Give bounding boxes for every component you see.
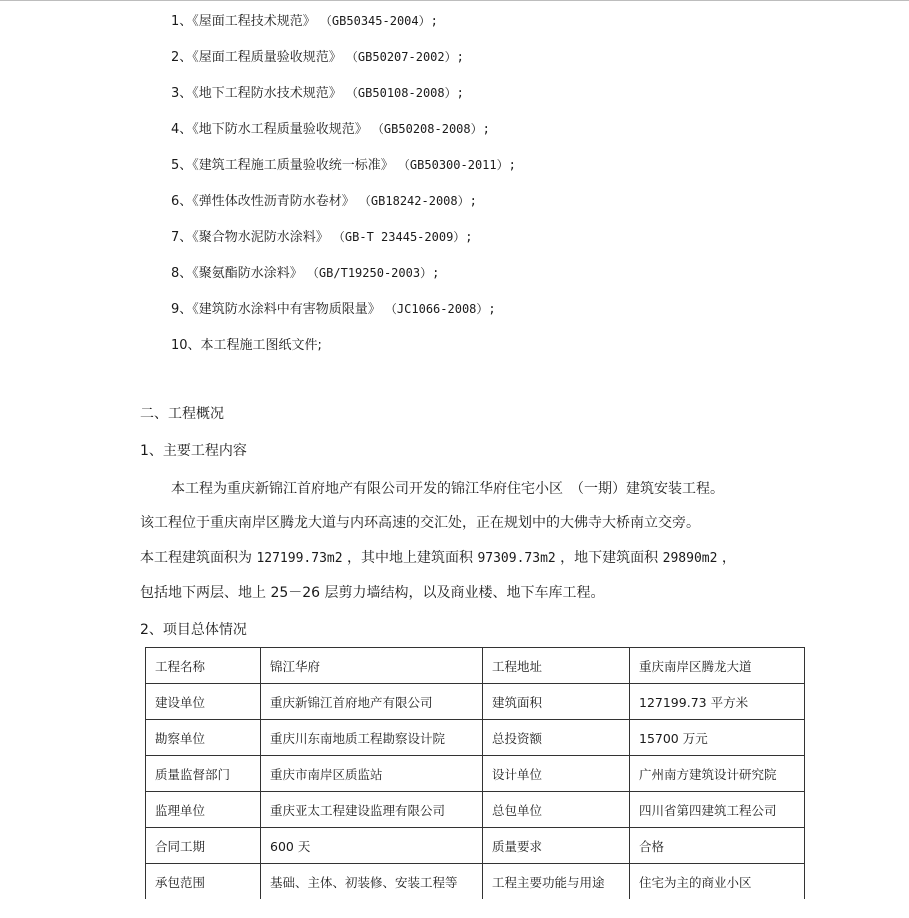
reference-item: 4、《地下防水工程质量验收规范》 （GB50208-2008）; — [171, 122, 490, 137]
reference-item: 9、《建筑防水涂料中有害物质限量》 （JC1066-2008）; — [171, 302, 496, 317]
table-row — [146, 828, 805, 864]
table-cell: 住宅为主的商业小区 — [630, 864, 805, 900]
description-line: 本工程建筑面积为 127199.73m2 ，其中地上建筑面积 97309.73m2 ，地下建筑面积 29890m2 ， — [140, 550, 736, 566]
reference-item: 8、《聚氨酯防水涂料》 （GB/T19250-2003）; — [171, 266, 440, 281]
table-row — [146, 792, 805, 828]
table-cell: 四川省第四建筑工程公司 — [630, 792, 805, 828]
table-cell: 承包范围 — [146, 864, 261, 900]
table-cell: 设计单位 — [483, 756, 630, 792]
table-cell: 重庆市南岸区质监站 — [261, 756, 483, 792]
reference-item: 5、《建筑工程施工质量验收统一标准》 （GB50300-2011）; — [171, 158, 516, 173]
table-row — [146, 864, 805, 900]
table-cell: 15700 万元 — [630, 720, 805, 756]
table-cell: 工程名称 — [146, 648, 261, 684]
subsection-title: 1、主要工程内容 — [140, 443, 247, 459]
table-cell: 重庆川东南地质工程勘察设计院 — [261, 720, 483, 756]
table-cell: 重庆亚太工程建设监理有限公司 — [261, 792, 483, 828]
table-cell: 合同工期 — [146, 828, 261, 864]
table-row — [146, 648, 805, 684]
table-cell: 勘察单位 — [146, 720, 261, 756]
table-cell: 基础、主体、初装修、安装工程等 — [261, 864, 483, 900]
table-cell: 监理单位 — [146, 792, 261, 828]
table-row — [146, 756, 805, 792]
table-cell: 工程地址 — [483, 648, 630, 684]
table-cell: 质量监督部门 — [146, 756, 261, 792]
table-cell: 600 天 — [261, 828, 483, 864]
table-cell: 重庆南岸区腾龙大道 — [630, 648, 805, 684]
page-top-border — [0, 0, 909, 1]
table-cell: 工程主要功能与用途 — [483, 864, 630, 900]
reference-item: 2、《屋面工程质量验收规范》 （GB50207-2002）; — [171, 50, 464, 65]
table-cell: 合格 — [630, 828, 805, 864]
table-cell: 127199.73 平方米 — [630, 684, 805, 720]
reference-item: 1、《屋面工程技术规范》 （GB50345-2004）; — [171, 14, 438, 29]
table-cell: 总投资额 — [483, 720, 630, 756]
table-cell: 锦江华府 — [261, 648, 483, 684]
reference-item: 7、《聚合物水泥防水涂料》 （GB-T 23445-2009）; — [171, 230, 473, 245]
project-info-table — [145, 647, 805, 899]
description-line: 包括地下两层、地上 25－26 层剪力墙结构，以及商业楼、地下车库工程。 — [140, 585, 605, 601]
table-cell: 广州南方建筑设计研究院 — [630, 756, 805, 792]
table-cell: 总包单位 — [483, 792, 630, 828]
table-cell: 重庆新锦江首府地产有限公司 — [261, 684, 483, 720]
description-line: 本工程为重庆新锦江首府地产有限公司开发的锦江华府住宅小区 （一期）建筑安装工程。 — [171, 481, 724, 497]
reference-item: 3、《地下工程防水技术规范》 （GB50108-2008）; — [171, 86, 464, 101]
description-line: 该工程位于重庆南岸区腾龙大道与内环高速的交汇处，正在规划中的大佛寺大桥南立交旁。 — [140, 515, 700, 531]
subsection-title: 2、项目总体情况 — [140, 622, 247, 638]
table-cell: 质量要求 — [483, 828, 630, 864]
table-cell: 建筑面积 — [483, 684, 630, 720]
section-title: 二、工程概况 — [140, 406, 224, 422]
table-row — [146, 720, 805, 756]
table-row — [146, 684, 805, 720]
reference-item: 6、《弹性体改性沥青防水卷材》 （GB18242-2008）; — [171, 194, 477, 209]
table-cell: 建设单位 — [146, 684, 261, 720]
reference-item: 10、本工程施工图纸文件; — [171, 338, 322, 353]
